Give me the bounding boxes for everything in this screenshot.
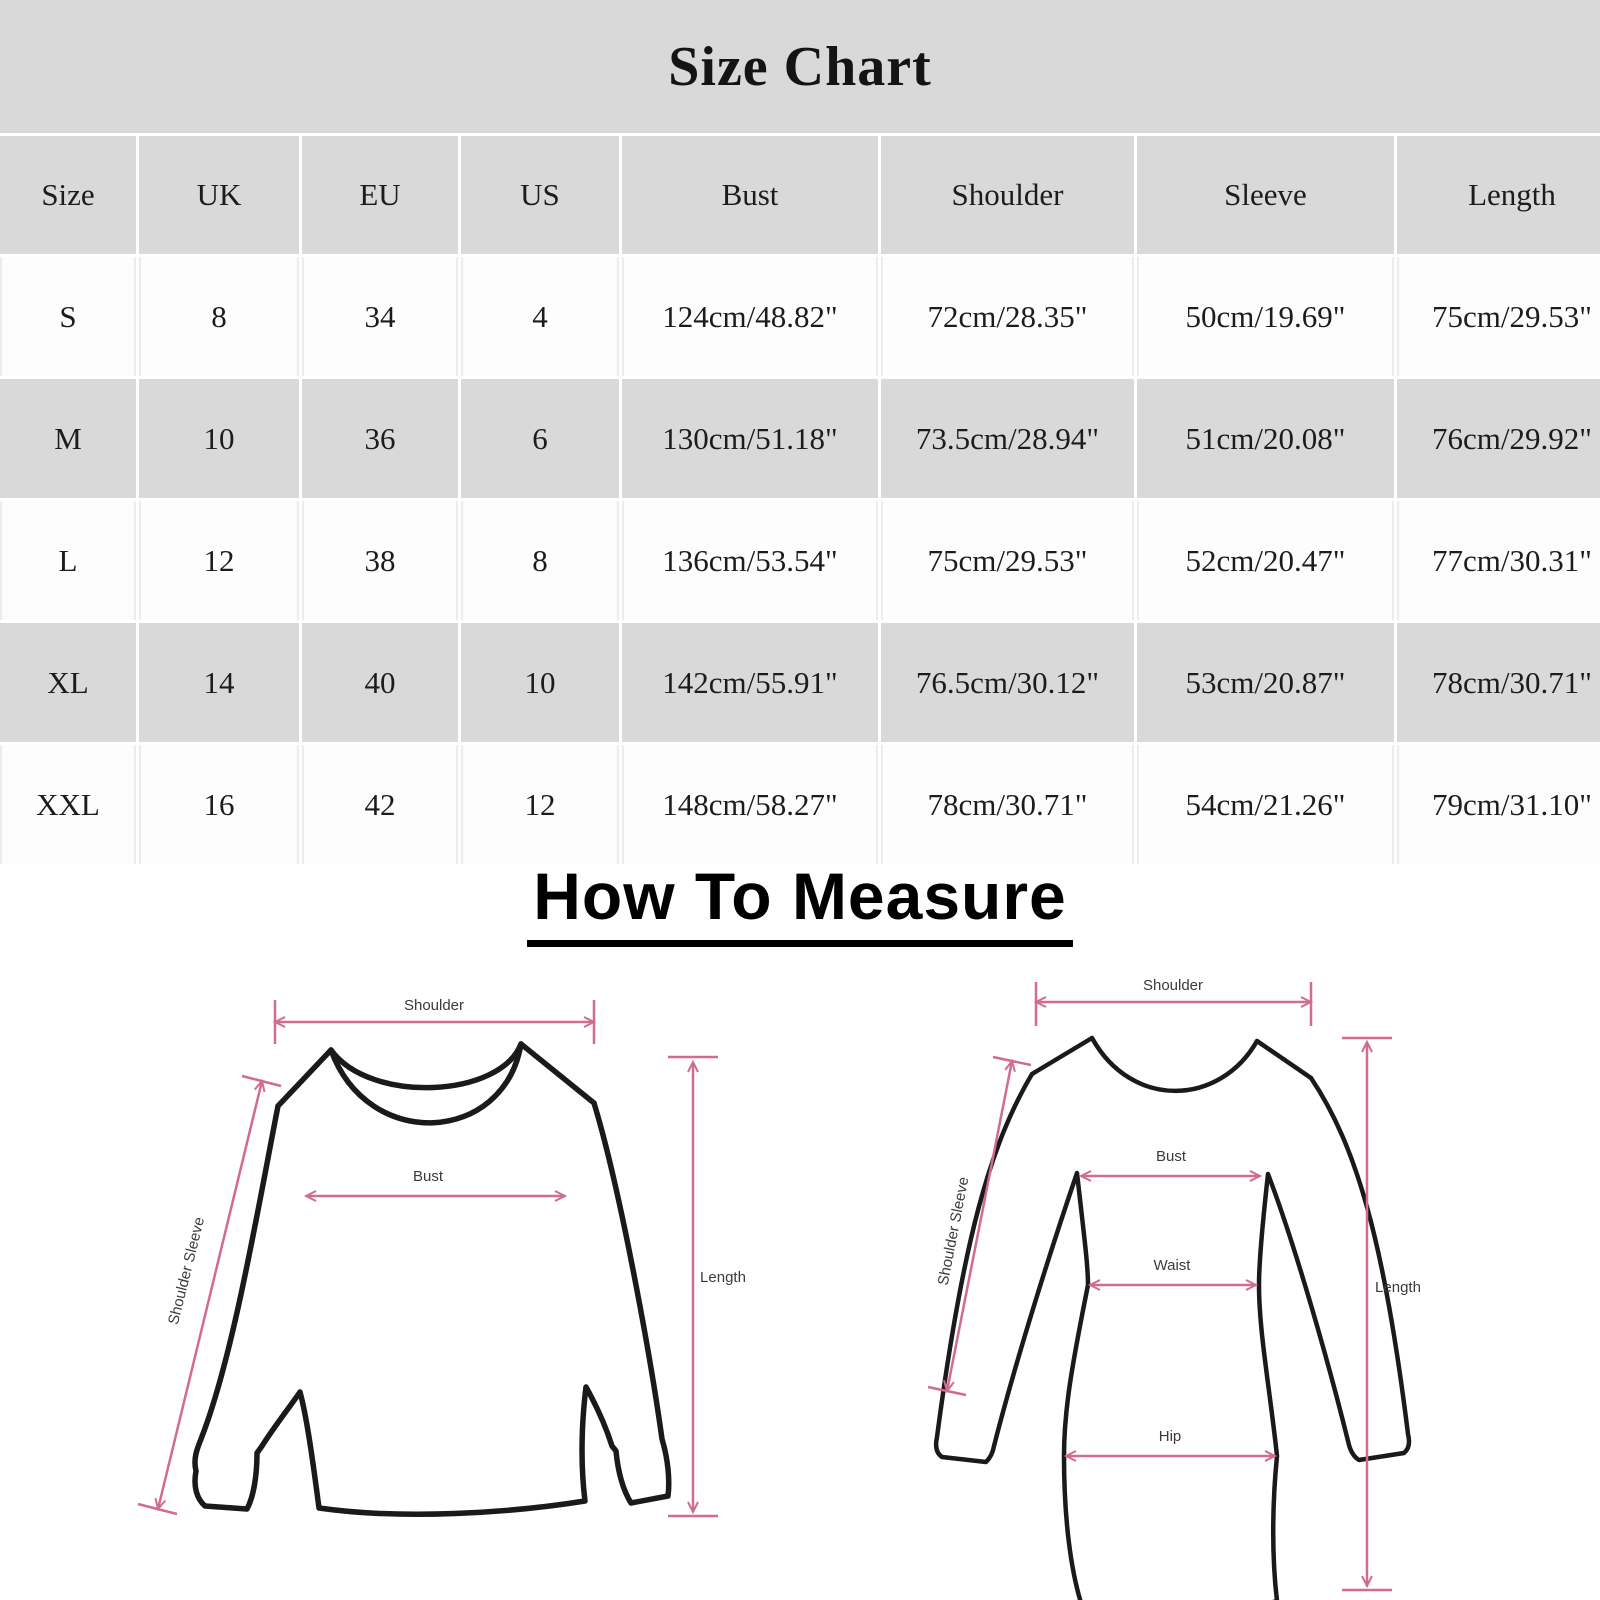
cell-length: 75cm/29.53": [1397, 257, 1600, 376]
how-to-measure-heading: [0, 858, 1600, 947]
shoulder-label: Shoulder: [1142, 977, 1204, 994]
cell-size: XXL: [0, 745, 136, 864]
table-row-l: [0, 501, 1600, 620]
column-header-bust: Bust: [622, 136, 878, 254]
sweatshirt-outline: [195, 1103, 669, 1514]
cell-sleeve: 53cm/20.87": [1137, 623, 1394, 742]
cell-shoulder: 76.5cm/30.12": [881, 623, 1134, 742]
bust-label: Bust: [412, 1168, 444, 1185]
cell-shoulder: 72cm/28.35": [881, 257, 1134, 376]
table-row-xl: [0, 623, 1600, 742]
cell-uk: 14: [139, 623, 299, 742]
shoulder-sleeve-label: Shoulder Sleeve: [934, 1175, 973, 1287]
shoulder-sleeve-tick-bottom: [138, 1504, 177, 1514]
cell-uk: 10: [139, 379, 299, 498]
cell-size: L: [0, 501, 136, 620]
column-header-size: Size: [0, 136, 136, 254]
cell-us: 10: [461, 623, 619, 742]
cell-bust: 142cm/55.91": [622, 623, 878, 742]
column-header-sleeve: Sleeve: [1137, 136, 1394, 254]
hip-label: Hip: [1158, 1428, 1182, 1445]
length-label: Length: [700, 1269, 746, 1286]
how-to-measure-title: How To Measure: [527, 858, 1073, 947]
dress-measure-diagram: [800, 940, 1600, 1600]
cell-us: 8: [461, 501, 619, 620]
sweatshirt-measure-diagram: [0, 940, 800, 1600]
cell-us: 4: [461, 257, 619, 376]
cell-size: S: [0, 257, 136, 376]
length-label: Length: [1375, 1279, 1421, 1296]
cell-eu: 36: [302, 379, 458, 498]
column-header-shoulder: Shoulder: [881, 136, 1134, 254]
cell-bust: 130cm/51.18": [622, 379, 878, 498]
cell-bust: 136cm/53.54": [622, 501, 878, 620]
cell-shoulder: 75cm/29.53": [881, 501, 1134, 620]
cell-sleeve: 50cm/19.69": [1137, 257, 1394, 376]
table-row-s: [0, 257, 1600, 376]
dress-shoulder-seam-right: [1257, 1041, 1311, 1078]
cell-shoulder: 78cm/30.71": [881, 745, 1134, 864]
shoulder-sleeve-label: Shoulder Sleeve: [165, 1215, 209, 1327]
table-row-m: [0, 379, 1600, 498]
cell-sleeve: 51cm/20.08": [1137, 379, 1394, 498]
table-row-xxl: [0, 745, 1600, 864]
sweatshirt-collar-inner: [331, 1044, 521, 1123]
cell-eu: 42: [302, 745, 458, 864]
sweatshirt-shoulder-seam-right: [521, 1044, 594, 1103]
shoulder-label: Shoulder: [403, 997, 465, 1014]
dress-neckline: [1092, 1038, 1257, 1091]
dress-shoulder-seam-left: [1032, 1038, 1092, 1074]
cell-bust: 124cm/48.82": [622, 257, 878, 376]
cell-length: 76cm/29.92": [1397, 379, 1600, 498]
table-header-row: [0, 136, 1600, 254]
cell-uk: 8: [139, 257, 299, 376]
cell-eu: 38: [302, 501, 458, 620]
cell-size: XL: [0, 623, 136, 742]
title-band: [0, 0, 1600, 133]
cell-us: 6: [461, 379, 619, 498]
page-title: Size Chart: [668, 35, 932, 98]
cell-eu: 40: [302, 623, 458, 742]
column-header-uk: UK: [139, 136, 299, 254]
cell-bust: 148cm/58.27": [622, 745, 878, 864]
sweatshirt-collar-outer: [331, 1044, 521, 1088]
size-chart-table: [0, 133, 1600, 867]
cell-eu: 34: [302, 257, 458, 376]
cell-length: 77cm/30.31": [1397, 501, 1600, 620]
column-header-length: Length: [1397, 136, 1600, 254]
column-header-eu: EU: [302, 136, 458, 254]
cell-length: 79cm/31.10": [1397, 745, 1600, 864]
cell-us: 12: [461, 745, 619, 864]
cell-sleeve: 54cm/21.26": [1137, 745, 1394, 864]
cell-uk: 12: [139, 501, 299, 620]
cell-shoulder: 73.5cm/28.94": [881, 379, 1134, 498]
cell-length: 78cm/30.71": [1397, 623, 1600, 742]
column-header-us: US: [461, 136, 619, 254]
sweatshirt-shoulder-seam-left: [278, 1050, 331, 1106]
bust-label: Bust: [1155, 1148, 1187, 1165]
cell-uk: 16: [139, 745, 299, 864]
cell-sleeve: 52cm/20.47": [1137, 501, 1394, 620]
waist-label: Waist: [1153, 1257, 1191, 1274]
cell-size: M: [0, 379, 136, 498]
